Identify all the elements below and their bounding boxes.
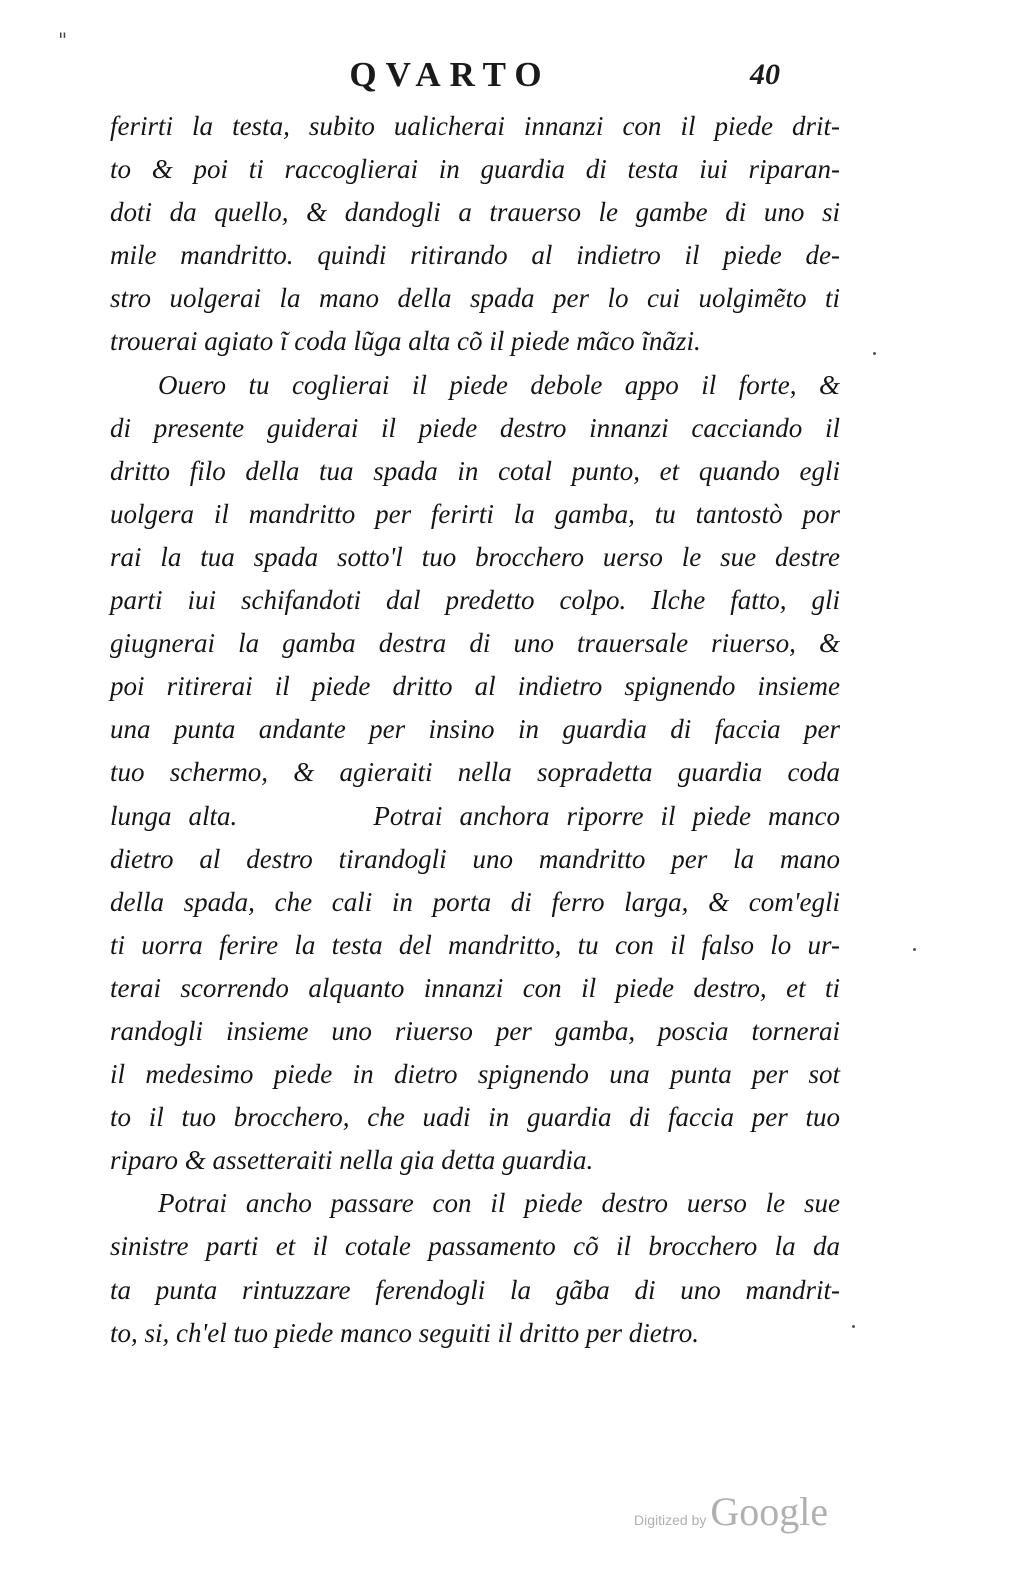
text-line: poi ritirerai il piede dritto al indietro spignendo insieme [110,671,840,702]
text-line: dritto filo della tua spada in cotal punto, et quando egli [110,455,840,486]
text-line: uolgera il mandritto per ferirti la gamba, tu tantostò por [110,498,840,529]
ink-speck [913,948,916,951]
text-line: riparo & assetteraiti nella gia detta guardia. [110,1145,594,1176]
text-line: ta punta rintuzzare ferendogli la gãba di uno mandrit- [110,1274,840,1305]
text-line: to il tuo brocchero, che uadi in guardia di faccia per tuo [110,1102,840,1133]
text-line: stro uolgerai la mano della spada per lo cui uolgimẽto ti [110,283,840,314]
text-line: mile mandritto. quindi ritirando al indietro il piede de- [110,240,840,271]
text-line: giugnerai la gamba destra di uno trauersale riuerso, & [110,628,840,659]
text-line: doti da quello, & dandogli a trauerso le gambe di uno si [110,197,840,228]
text-line: ti uorra ferire la testa del mandritto, tu con il falso lo ur- [110,929,840,960]
text-line: ferirti la testa, subito ualicherai innanzi con il piede drit- [110,111,840,141]
text-line: sinistre parti et il cotale passamento cõ il brocchero la da [110,1231,840,1262]
text-line: una punta andante per insino in guardia di faccia per [110,714,840,745]
text-line: parti iui schifandoti dal predetto colpo. Ilche fatto, gli [110,585,840,616]
running-head: QVARTO [349,55,551,94]
text-line: della spada, che cali in porta di ferro larga, & com'egli [110,886,840,917]
text-line: il medesimo piede in dietro spignendo una punta per sot [110,1059,840,1090]
text-line: tuo schermo, & agieraiti nella sopradetta guardia coda [110,757,840,788]
text-line: trouerai agiato ĩ coda lũga alta cõ il piede mãco ĩnãzi. [110,326,701,357]
text-line: rai la tua spada sotto'l tuo brocchero uerso le sue destre [110,541,840,572]
page-number: 40 [750,58,780,91]
google-logo: Google [710,1489,829,1534]
corner-mark: " [58,28,68,52]
body-text [110,105,840,1355]
watermark-prefix: Digitized by [634,1512,707,1528]
text-line: randogli insieme uno riuerso per gamba, poscia tornerai [110,1015,840,1046]
text-line: lunga alta. Potrai anchora riporre il piede manco [110,800,840,831]
text-line: di presente guiderai il piede destro innanzi cacciando il [110,412,840,443]
text-line: dietro al destro tirandogli uno mandritto per la mano [110,843,840,874]
paragraph-start-line: Ouero tu coglierai il piede debole appo il forte, & [158,369,840,400]
ink-speck [852,1325,855,1328]
text-line: to & poi ti raccoglierai in guardia di testa iui riparan- [110,154,840,185]
digitization-watermark [634,1488,828,1535]
text-line: to, si, ch'el tuo piede manco seguiti il dritto per dietro. [110,1317,699,1348]
paragraph-start-line: Potrai ancho passare con il piede destro uerso le sue [158,1188,840,1219]
text-line: terai scorrendo alquanto innanzi con il piede destro, et ti [110,972,840,1003]
ink-speck [873,352,876,355]
